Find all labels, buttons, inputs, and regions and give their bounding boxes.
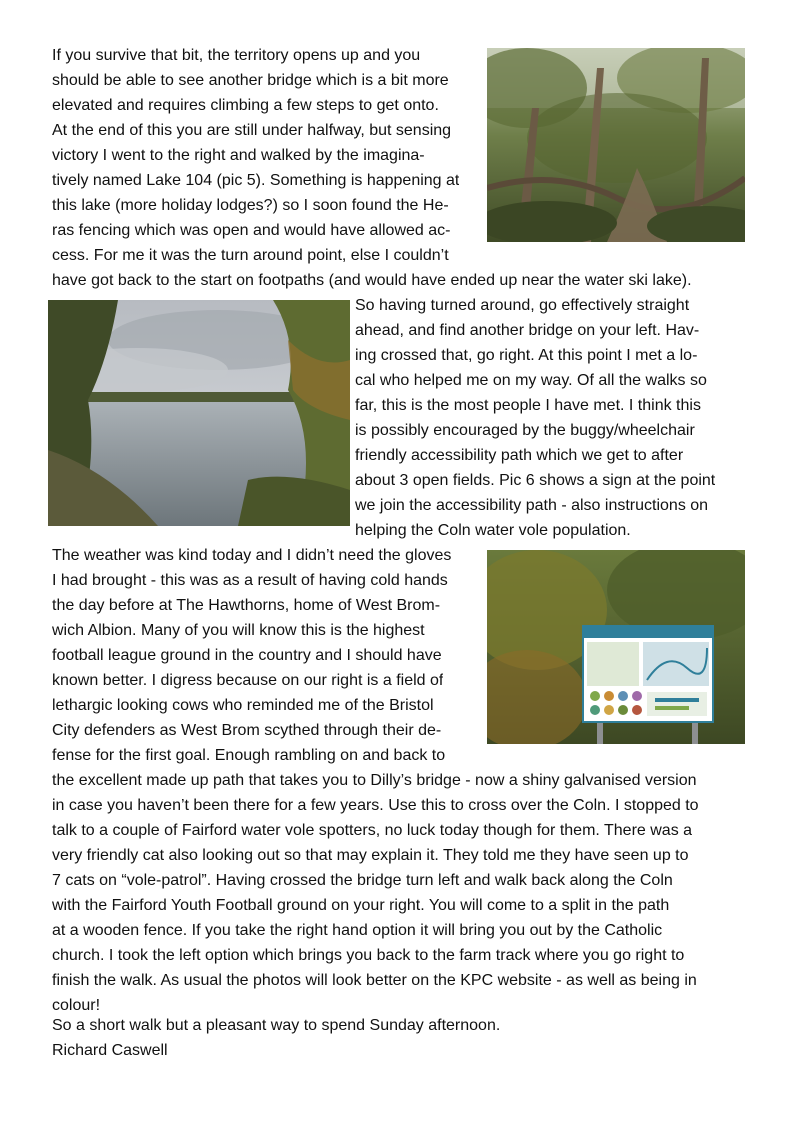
text-line: at a wooden fence. If you take the right hand option it will bring you out by the Catholic bbox=[52, 922, 663, 939]
text-line: the day before at The Hawthorns, home of West Brom- bbox=[52, 597, 441, 614]
text-line: far, this is the most people I have met. I think this bbox=[355, 397, 701, 414]
text-line: fense for the first goal. Enough rambling on and back to bbox=[52, 747, 446, 764]
text-line: finish the walk. As usual the photos will look better on the KPC website - as well as being in bbox=[52, 972, 697, 989]
text-line: colour! bbox=[52, 997, 101, 1014]
lake-view-photo bbox=[48, 300, 350, 526]
text-line: ras fencing which was open and would have allowed ac- bbox=[52, 222, 451, 239]
text-line: church. I took the left option which brings you back to the farm track where you go right to bbox=[52, 947, 685, 964]
text-line: wich Albion. Many of you will know this is the highest bbox=[52, 622, 425, 639]
text-line: The weather was kind today and I didn’t need the gloves bbox=[52, 547, 452, 564]
text-line: friendly accessibility path which we get to after bbox=[355, 447, 684, 464]
signature: Richard Caswell bbox=[52, 1042, 168, 1059]
text-line: ing crossed that, go right. At this point I met a lo- bbox=[355, 347, 698, 364]
text-line: football league ground in the country and I should have bbox=[52, 647, 442, 664]
text-line: should be able to see another bridge which is a bit more bbox=[52, 72, 449, 89]
text-line: talk to a couple of Fairford water vole spotters, no luck today though for them. There was a bbox=[52, 822, 693, 839]
text-line: ahead, and find another bridge on your left. Hav- bbox=[355, 322, 700, 339]
text-line: tively named Lake 104 (pic 5). Something is happening at bbox=[52, 172, 460, 189]
text-line: about 3 open fields. Pic 6 shows a sign at the point bbox=[355, 472, 716, 489]
text-line: helping the Coln water vole population. bbox=[355, 522, 631, 539]
text-line: I had brought - this was as a result of having cold hands bbox=[52, 572, 448, 589]
text-line: lethargic looking cows who reminded me of the Bristol bbox=[52, 697, 434, 714]
text-line: At the end of this you are still under halfway, but sensing bbox=[52, 122, 452, 139]
text-line: the excellent made up path that takes you to Dilly’s bridge - now a shiny galvanised version bbox=[52, 772, 697, 789]
text-line: 7 cats on “vole-patrol”. Having crossed the bridge turn left and walk back along the Coln bbox=[52, 872, 673, 889]
text-line: we join the accessibility path - also instructions on bbox=[355, 497, 709, 514]
text-line: is possibly encouraged by the buggy/wheelchair bbox=[355, 422, 695, 439]
text-line: So having turned around, go effectively straight bbox=[355, 297, 690, 314]
text-line: have got back to the start on footpaths (and would have ended up near the water ski lake). bbox=[52, 272, 692, 289]
text-line: If you survive that bit, the territory opens up and you bbox=[52, 47, 421, 64]
accessibility-sign-photo bbox=[487, 550, 745, 744]
text-line: City defenders as West Brom scythed through their de- bbox=[52, 722, 442, 739]
woodland-path-photo bbox=[487, 48, 745, 242]
text-line: this lake (more holiday lodges?) so I soon found the He- bbox=[52, 197, 449, 214]
text-line: cal who helped me on my way. Of all the walks so bbox=[355, 372, 707, 389]
text-line: cess. For me it was the turn around point, else I couldn’t bbox=[52, 247, 449, 264]
text-line: with the Fairford Youth Football ground on your right. You will come to a split in the path bbox=[52, 897, 670, 914]
text-line: victory I went to the right and walked by the imagina- bbox=[52, 147, 425, 164]
text-line: elevated and requires climbing a few steps to get onto. bbox=[52, 97, 439, 114]
text-line: very friendly cat also looking out so that may explain it. They told me they have seen up to bbox=[52, 847, 689, 864]
text-line: in case you haven’t been there for a few years. Use this to cross over the Coln. I stopped to bbox=[52, 797, 699, 814]
text-line: So a short walk but a pleasant way to spend Sunday afternoon. bbox=[52, 1017, 501, 1034]
text-line: known better. I digress because on our right is a field of bbox=[52, 672, 444, 689]
